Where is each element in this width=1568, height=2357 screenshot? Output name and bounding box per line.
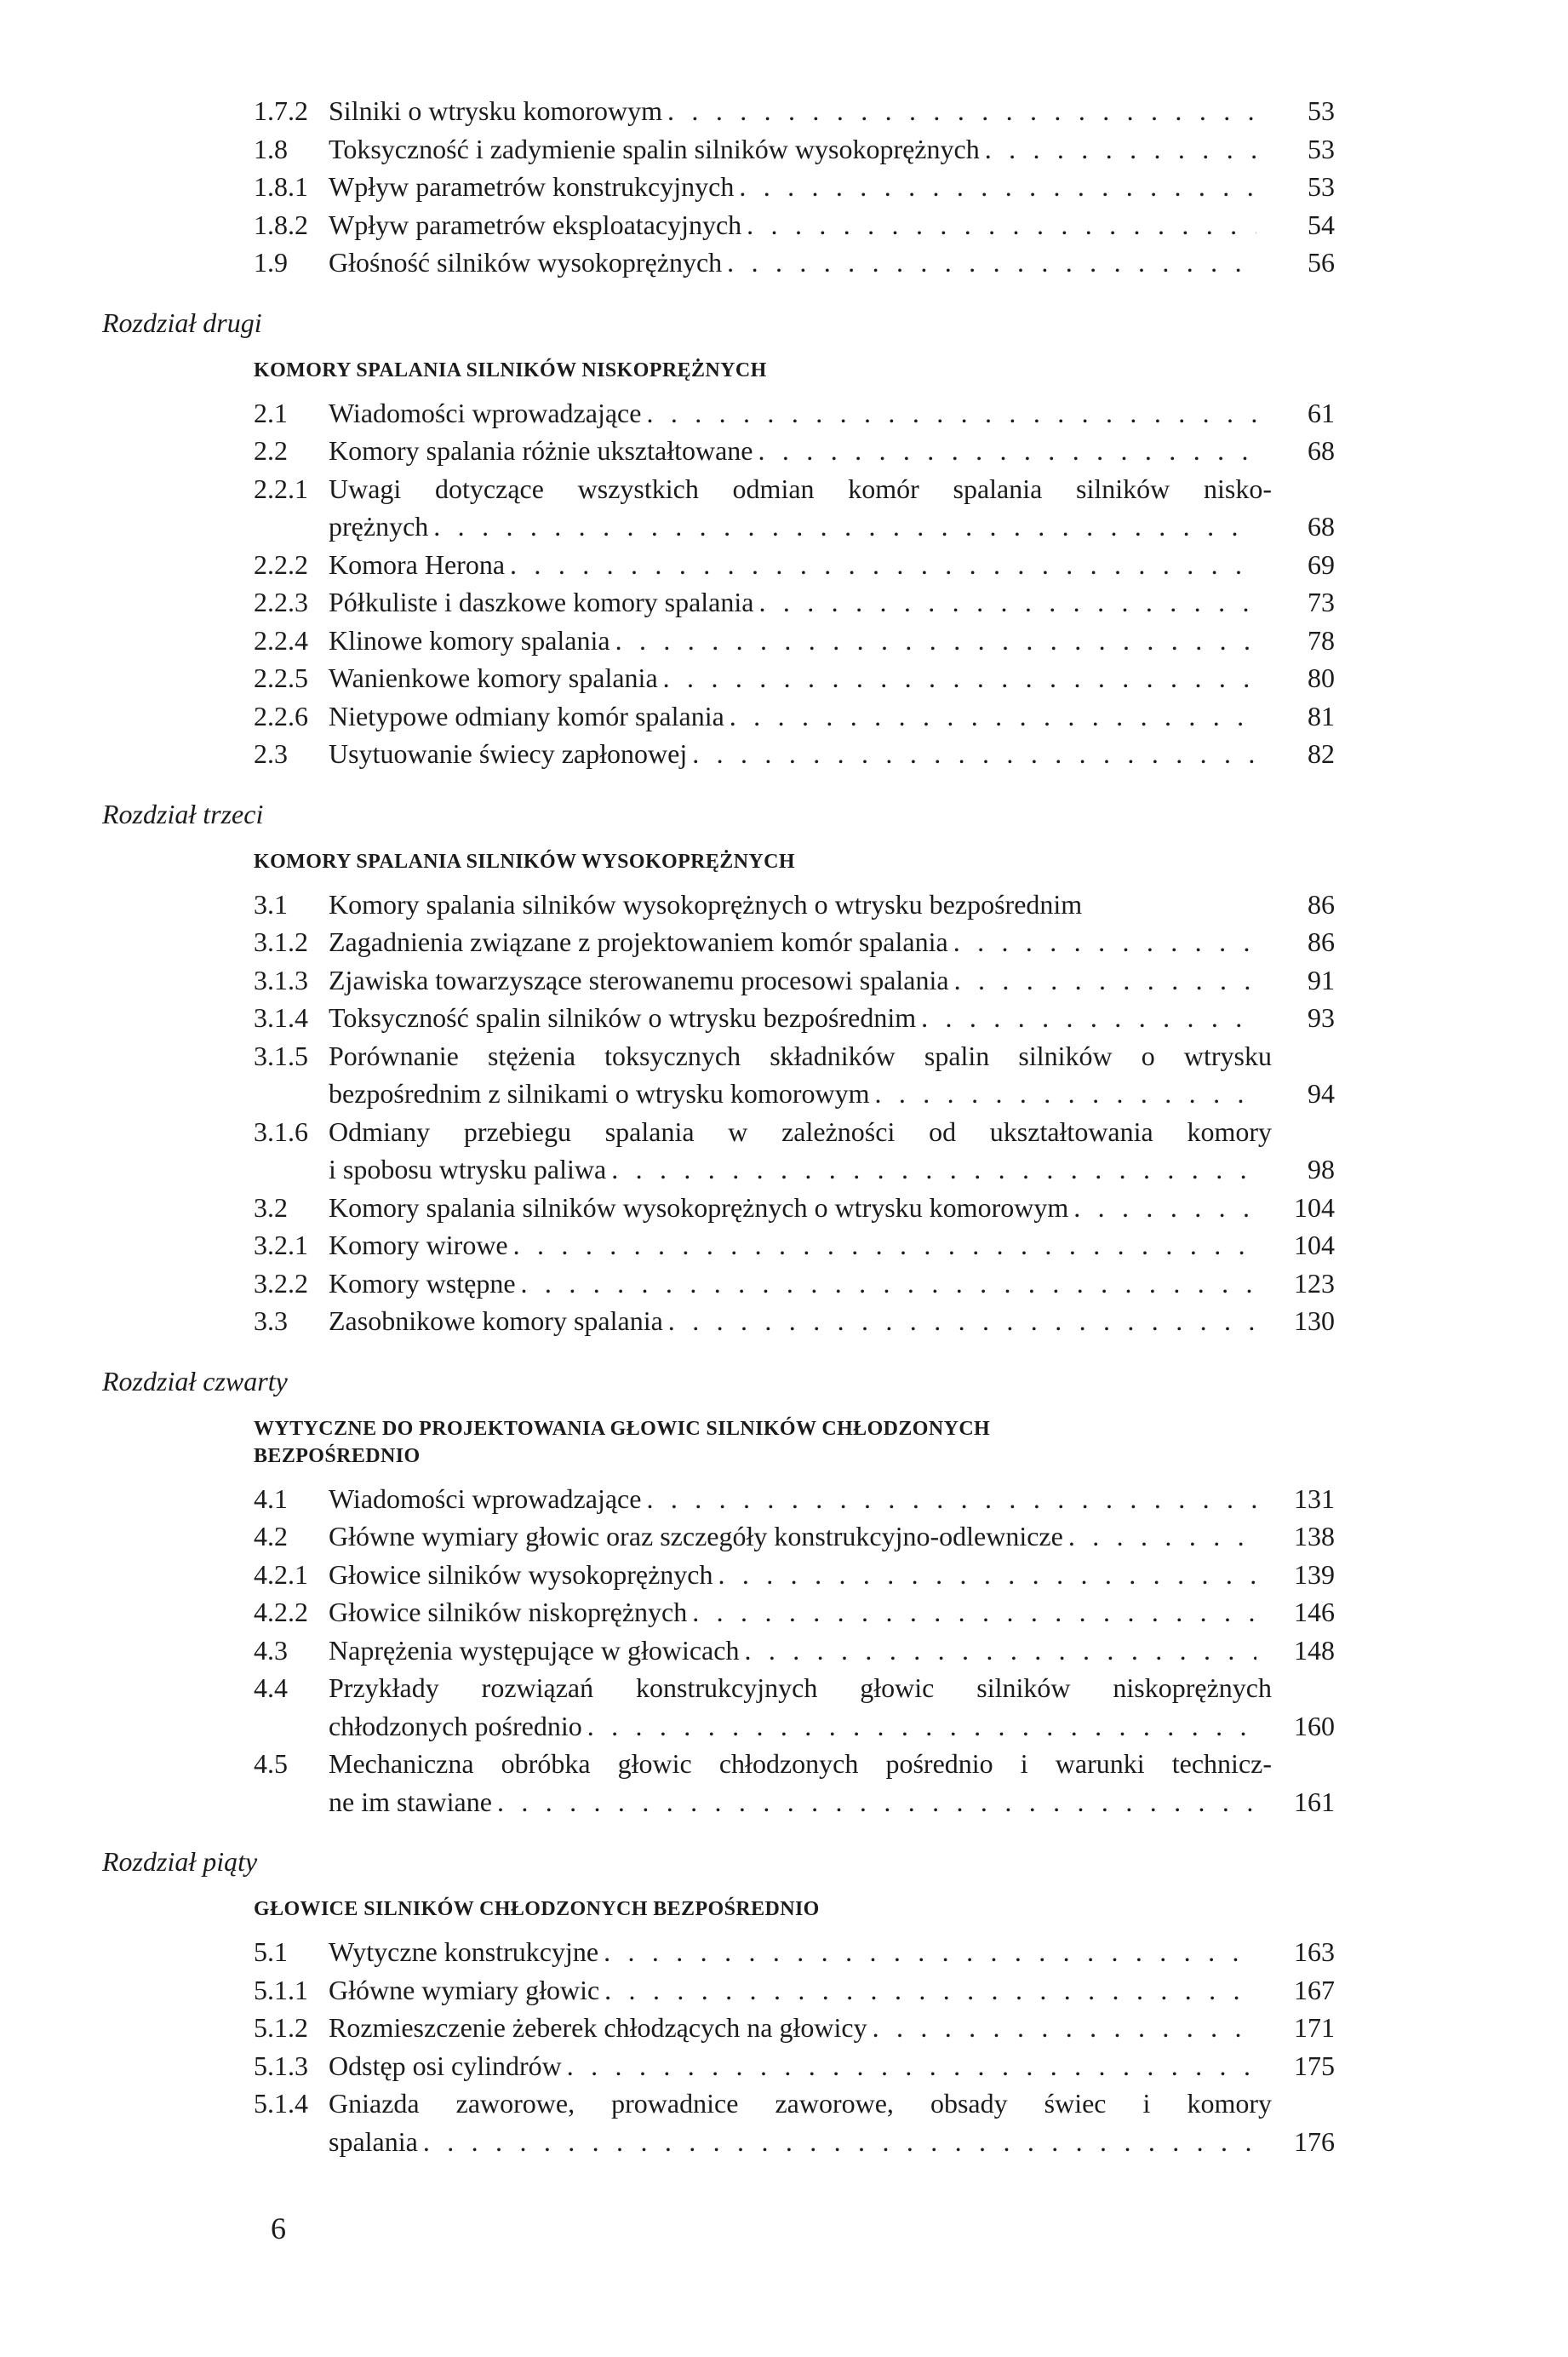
entry-page: 53 [1308, 95, 1335, 126]
toc-entry [254, 432, 1335, 470]
dot-leader [492, 1783, 1256, 1821]
entry-number: 3.2.2 [254, 1267, 308, 1299]
toc-entry [254, 130, 1335, 169]
entry-page: 73 [1308, 587, 1335, 617]
dot-leader [980, 130, 1256, 169]
entry-number: 3.1.6 [254, 1115, 308, 1147]
toc-entry-line [254, 1669, 1335, 1707]
entry-number: 3.2 [254, 1191, 288, 1223]
entry-number: 3.3 [254, 1305, 288, 1336]
entry-page: 53 [1308, 133, 1335, 164]
toc-entry [254, 923, 1335, 961]
entry-page: 94 [1308, 1078, 1335, 1109]
entry-title-continued: i spobosu wtrysku paliwa [329, 1154, 607, 1184]
chapter-heading-line: BEZPOŚREDNIO [254, 1444, 421, 1467]
chapter-label: Rozdział czwarty [102, 1365, 288, 1396]
entry-title: Zjawiska towarzyszące sterowanemu procesowi spalania [329, 964, 949, 995]
entry-page: 161 [1294, 1786, 1335, 1817]
chapter-heading-line: KOMORY SPALANIA SILNIKÓW WYSOKOPRĘŻNYCH [254, 850, 795, 873]
entry-page: 171 [1294, 2012, 1335, 2043]
entry-number: 4.5 [254, 1748, 288, 1779]
entry-page: 68 [1308, 511, 1335, 542]
dot-leader [949, 961, 1256, 1000]
chapter-heading [254, 357, 1335, 384]
toc-entry-line [254, 1037, 1335, 1075]
entry-title: Mechaniczna obróbka głowic chłodzonych pośrednio i warunki technicz- [329, 1748, 1272, 1779]
entry-number: 5.1.3 [254, 2050, 308, 2081]
toc-entry [254, 244, 1335, 282]
toc-entry-line [254, 470, 1335, 508]
entry-title-continued: chłodzonych pośrednio [329, 1710, 582, 1741]
dot-leader [508, 1226, 1256, 1265]
entry-number: 2.2.4 [254, 624, 308, 656]
dot-leader [1068, 1189, 1256, 1227]
dot-leader [869, 1075, 1256, 1113]
entry-title-continued: spalania [329, 2125, 418, 2157]
dot-leader [739, 1632, 1256, 1670]
toc-entry-line [254, 1783, 1335, 1821]
toc-entry-line [254, 1707, 1335, 1746]
entry-number: 2.2.2 [254, 548, 308, 580]
toc-section [254, 92, 1335, 297]
dot-leader [562, 2047, 1256, 2085]
entry-page: 138 [1294, 1521, 1335, 1551]
chapter-label: Rozdział drugi [102, 307, 262, 338]
entry-title: Wiadomości wprowadzające [329, 1482, 642, 1514]
toc-entry-line [254, 1113, 1335, 1151]
entry-number: 2.2 [254, 435, 288, 466]
entry-number: 4.2 [254, 1521, 288, 1551]
page-number: 6 [271, 2211, 286, 2245]
entry-number: 5.1.1 [254, 1974, 308, 2005]
entry-title: Naprężenia występujące w głowicach [329, 1634, 740, 1666]
dot-leader [606, 1150, 1256, 1189]
entry-title: Głowice silników wysokoprężnych [329, 1558, 713, 1590]
entry-number: 5.1.2 [254, 2012, 308, 2043]
dot-leader [662, 92, 1256, 130]
chapter-label: Rozdział piąty [102, 1846, 258, 1877]
entry-title: Uwagi dotyczące wszystkich odmian komór spalania silników nisko- [329, 473, 1272, 504]
section-gap [254, 1821, 1335, 1836]
toc-entry-line [254, 1075, 1335, 1113]
toc-section [102, 1843, 1335, 2160]
toc-entry [254, 886, 1335, 924]
dot-leader [658, 659, 1256, 697]
dot-leader [734, 168, 1256, 206]
entry-number: 1.7.2 [254, 95, 308, 126]
entry-page: 54 [1308, 209, 1335, 240]
toc-entry [254, 2085, 1335, 2160]
toc-entry [254, 1226, 1335, 1265]
entry-number: 3.1.3 [254, 964, 308, 995]
entry-page: 78 [1308, 624, 1335, 656]
dot-leader [724, 697, 1256, 736]
entry-number: 4.3 [254, 1634, 288, 1666]
toc-entry [254, 583, 1335, 622]
entry-page: 176 [1294, 2125, 1335, 2157]
section-gap [254, 773, 1335, 789]
entry-page: 130 [1294, 1305, 1335, 1336]
entry-title: Zasobnikowe komory spalania [329, 1305, 663, 1336]
entry-title: Komory wstępne [329, 1267, 516, 1299]
entry-number: 4.4 [254, 1672, 288, 1703]
entry-number: 3.1 [254, 888, 288, 920]
entry-number: 2.2.3 [254, 587, 308, 617]
entry-title: Komora Herona [329, 548, 506, 580]
entry-number: 5.1.4 [254, 2088, 308, 2119]
entry-number: 1.8.2 [254, 209, 308, 240]
entry-title: Wanienkowe komory spalania [329, 662, 658, 693]
toc-entry [254, 1556, 1335, 1594]
entry-title: Rozmieszczenie żeberek chłodzących na głowicy [329, 2012, 867, 2043]
section-gap [254, 282, 1335, 297]
entry-title: Toksyczność i zadymienie spalin silników wysokoprężnych [329, 133, 980, 164]
dot-leader [505, 546, 1256, 584]
chapter-heading [254, 848, 1335, 875]
entry-page: 81 [1308, 700, 1335, 731]
entry-page: 146 [1294, 1597, 1335, 1627]
entry-title: Nietypowe odmiany komór spalania [329, 700, 724, 731]
toc-entry-line [254, 508, 1335, 546]
entry-title: Wiadomości wprowadzające [329, 397, 642, 428]
entry-title: Odmiany przebiegu spalania w zależności od ukształtowania komory [329, 1115, 1272, 1147]
chapter-heading-line: WYTYCZNE DO PROJEKTOWANIA GŁOWIC SILNIKÓW CHŁODZONYCH [254, 1417, 991, 1440]
toc-entry [254, 622, 1335, 660]
entry-page: 91 [1308, 964, 1335, 995]
dot-leader [641, 394, 1256, 433]
entry-page: 80 [1308, 662, 1335, 693]
chapter-label: Rozdział trzeci [102, 798, 264, 829]
dot-leader [687, 1593, 1256, 1632]
chapter-heading-line: KOMORY SPALANIA SILNIKÓW NISKOPRĘŻNYCH [254, 358, 767, 381]
entry-title: Głośność silników wysokoprężnych [329, 247, 723, 278]
entry-title: Gniazda zaworowe, prowadnice zaworowe, obsady świec i komory [329, 2088, 1272, 2119]
dot-leader [1063, 1517, 1256, 1556]
entry-page: 167 [1294, 1974, 1335, 2005]
entry-number: 2.2.1 [254, 473, 308, 504]
entry-title: Wpływ parametrów konstrukcyjnych [329, 171, 735, 202]
entry-number: 2.1 [254, 397, 288, 428]
entry-page: 175 [1294, 2050, 1335, 2081]
dot-leader [610, 622, 1256, 660]
entry-title: Wytyczne konstrukcyjne [329, 1936, 599, 1967]
entry-number: 3.1.2 [254, 926, 308, 957]
entry-page: 86 [1308, 926, 1335, 957]
toc-entry [254, 961, 1335, 1000]
toc-entry [254, 1971, 1335, 2010]
entry-title: Półkuliste i daszkowe komory spalania [329, 587, 754, 617]
toc-entry [254, 735, 1335, 773]
dot-leader [598, 1933, 1256, 1971]
dot-leader [428, 508, 1256, 546]
entry-number: 3.2.1 [254, 1230, 308, 1260]
dot-leader [516, 1265, 1256, 1303]
entry-number: 1.9 [254, 247, 288, 278]
entry-title: Odstęp osi cylindrów [329, 2050, 562, 2081]
chapter-heading [254, 1895, 1335, 1923]
entry-number: 3.1.4 [254, 1002, 308, 1033]
entry-page: 68 [1308, 435, 1335, 466]
dot-leader [867, 2009, 1256, 2047]
toc-entry [254, 1113, 1335, 1189]
entry-page: 163 [1294, 1936, 1335, 1967]
entry-page: 93 [1308, 1002, 1335, 1033]
entry-number: 4.2.2 [254, 1597, 308, 1627]
toc-entry [254, 1593, 1335, 1632]
toc-entry-line [254, 1745, 1335, 1783]
dot-leader [663, 1302, 1256, 1340]
toc-entry [254, 1302, 1335, 1340]
toc-entry [254, 1745, 1335, 1821]
entry-title: Główne wymiary głowic oraz szczegóły konstrukcyjno-odlewnicze [329, 1521, 1063, 1551]
entry-page: 82 [1308, 738, 1335, 769]
entry-title: Porównanie stężenia toksycznych składników spalin silników o wtrysku [329, 1040, 1272, 1071]
dot-leader [599, 1971, 1256, 2010]
toc-entry-line [254, 2085, 1335, 2123]
entry-title: Zagadnienia związane z projektowaniem komór spalania [329, 926, 948, 957]
entry-page: 104 [1294, 1191, 1335, 1223]
dot-leader [722, 244, 1256, 282]
entry-page: 86 [1308, 888, 1335, 920]
dot-leader [753, 432, 1257, 470]
toc-entry [254, 1517, 1335, 1556]
entry-number: 2.3 [254, 738, 288, 769]
entry-page: 61 [1308, 397, 1335, 428]
entry-title: Toksyczność spalin silników o wtrysku bezpośrednim [329, 1002, 917, 1033]
toc-entry [254, 1480, 1335, 1518]
toc-entry [254, 168, 1335, 206]
toc-entry [254, 697, 1335, 736]
dot-leader [712, 1556, 1256, 1594]
entry-title: Główne wymiary głowic [329, 1974, 600, 2005]
entry-title: Komory spalania silników wysokoprężnych o wtrysku komorowym [329, 1191, 1069, 1223]
entry-number: 1.8.1 [254, 171, 308, 202]
entry-page: 160 [1294, 1710, 1335, 1741]
toc-section [102, 1362, 1335, 1837]
dot-leader [916, 999, 1256, 1037]
toc-entry [254, 206, 1335, 244]
entry-page: 104 [1294, 1230, 1335, 1260]
dot-leader [687, 735, 1256, 773]
entry-number: 2.2.6 [254, 700, 308, 731]
toc-entry-line [254, 1150, 1335, 1189]
dot-leader [741, 206, 1256, 244]
entry-title: Wpływ parametrów eksploatacyjnych [329, 209, 742, 240]
toc-entry [254, 1933, 1335, 1971]
toc-entry [254, 1669, 1335, 1745]
toc-section [102, 795, 1335, 1356]
toc-entry [254, 659, 1335, 697]
entry-number: 5.1 [254, 1936, 288, 1967]
toc-entry [254, 92, 1335, 130]
toc-entry [254, 1037, 1335, 1113]
table-of-contents [102, 92, 1335, 2160]
toc-entry [254, 2009, 1335, 2047]
entry-title: Głowice silników niskoprężnych [329, 1597, 688, 1627]
toc-entry [254, 999, 1335, 1037]
entry-page: 123 [1294, 1267, 1335, 1299]
toc-entry [254, 546, 1335, 584]
dot-leader [641, 1480, 1256, 1518]
dot-leader [582, 1707, 1256, 1746]
entry-title-continued: prężnych [329, 511, 429, 542]
toc-entry-line [254, 2123, 1335, 2161]
dot-leader [948, 923, 1256, 961]
toc-entry [254, 1632, 1335, 1670]
entry-title: Przykłady rozwiązań konstrukcyjnych głowic silników niskoprężnych [329, 1672, 1272, 1703]
chapter-heading [254, 1415, 1335, 1470]
toc-entry [254, 2047, 1335, 2085]
entry-number: 2.2.5 [254, 662, 308, 693]
entry-title-continued: ne im stawiane [329, 1786, 492, 1817]
entry-title: Usytuowanie świecy zapłonowej [329, 738, 688, 769]
entry-title-continued: bezpośrednim z silnikami o wtrysku komorowym [329, 1078, 870, 1109]
entry-number: 4.2.1 [254, 1558, 308, 1590]
entry-title: Komory spalania silników wysokoprężnych o wtrysku bezpośrednim [329, 888, 1083, 920]
dot-leader [418, 2123, 1256, 2161]
entry-title: Komory wirowe [329, 1230, 508, 1260]
entry-title: Silniki o wtrysku komorowym [329, 95, 663, 126]
dot-leader [753, 583, 1256, 622]
entry-page: 69 [1308, 548, 1335, 580]
entry-number: 1.8 [254, 133, 288, 164]
entry-page: 139 [1294, 1558, 1335, 1590]
section-gap [254, 1340, 1335, 1356]
entry-title: Komory spalania różnie ukształtowane [329, 435, 753, 466]
entry-page: 131 [1294, 1482, 1335, 1514]
toc-section [102, 304, 1335, 789]
toc-entry [254, 1265, 1335, 1303]
toc-entry [254, 394, 1335, 433]
entry-page: 53 [1308, 171, 1335, 202]
entry-number: 3.1.5 [254, 1040, 308, 1071]
toc-entry [254, 470, 1335, 546]
entry-page: 98 [1308, 1154, 1335, 1184]
entry-number: 4.1 [254, 1482, 288, 1514]
entry-page: 148 [1294, 1634, 1335, 1666]
toc-entry [254, 1189, 1335, 1227]
entry-title: Klinowe komory spalania [329, 624, 610, 656]
chapter-heading-line: GŁOWICE SILNIKÓW CHŁODZONYCH BEZPOŚREDNIO [254, 1898, 820, 1920]
entry-page: 56 [1308, 247, 1335, 278]
